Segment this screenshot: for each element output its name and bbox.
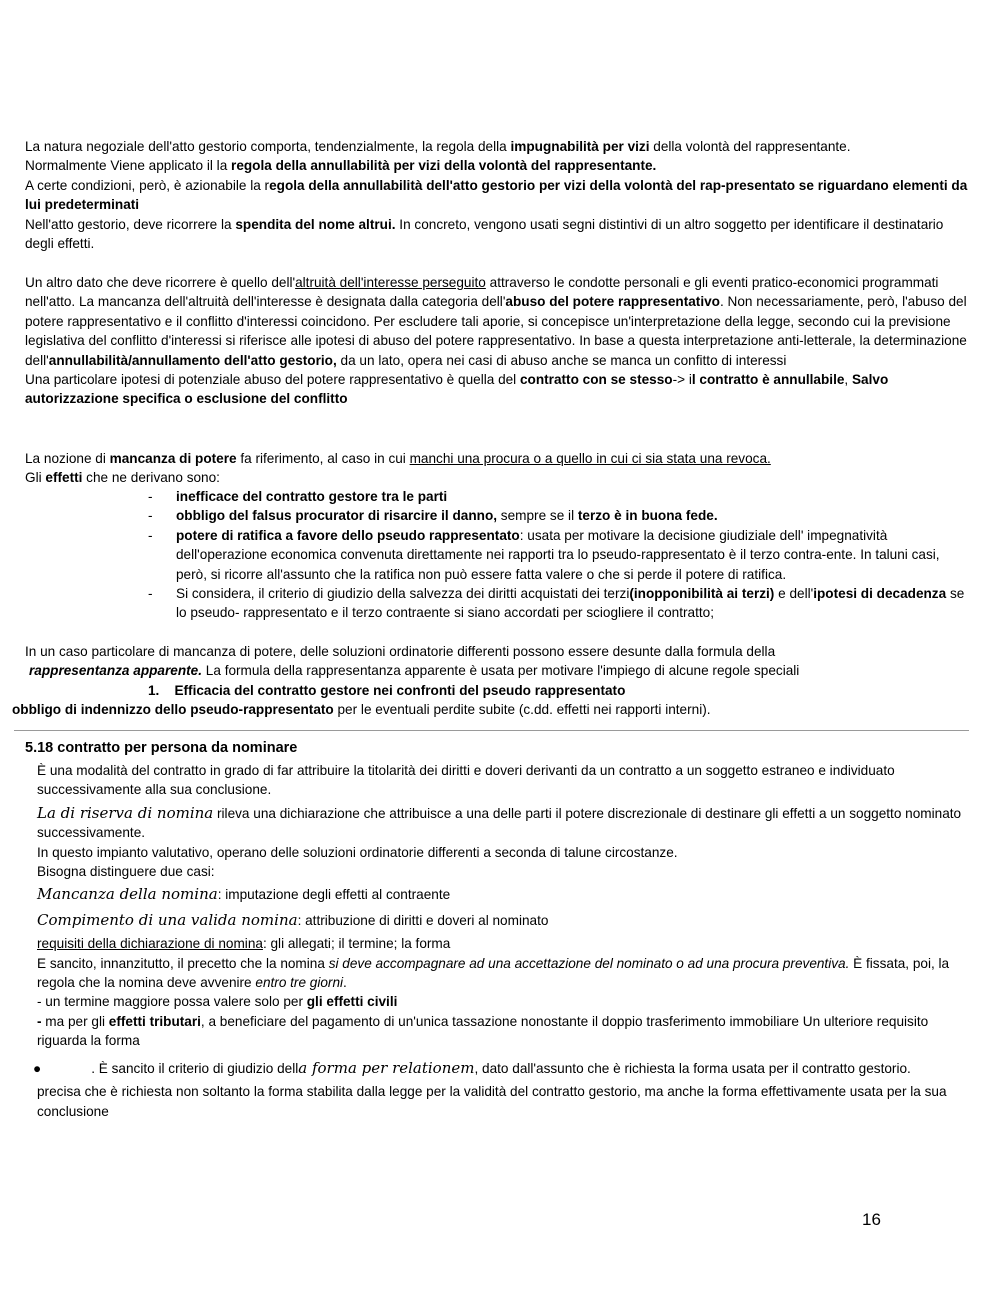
text: : gli allegati; il termine; la forma — [262, 936, 451, 952]
bold-text: abuso del potere rappresentativo — [505, 294, 720, 310]
bold-text: contratto con se stesso — [519, 372, 673, 388]
italic-text: entro tre giorni — [255, 975, 344, 991]
round-bullet: ● — [33, 1060, 42, 1076]
text: A certe condizioni, però, è azionabile la r — [25, 177, 270, 193]
bold-text: l contratto è annullabile — [691, 372, 845, 388]
list-item — [148, 526, 970, 584]
text-line — [25, 468, 975, 487]
bold-text: (inopponibilità ai terzi) — [629, 586, 775, 602]
text: sempre se il — [497, 508, 578, 524]
text-line — [25, 642, 975, 661]
bullet-line — [33, 1059, 970, 1078]
text: rileva una dichiarazione che attribuisce a una delle parti il potere discrezionale di destinare gli effetti a un soggetto nominato successivamente. — [37, 805, 962, 841]
text: Bisogna distinguere due casi: — [37, 864, 215, 880]
text: Una particolare ipotesi di potenziale abuso del potere rappresentativo è quella del — [25, 372, 520, 388]
text-line — [37, 761, 970, 800]
section-heading: 5.18 contratto per persona da nominare — [25, 740, 298, 756]
text: della volontà del rappresentante. — [649, 139, 851, 154]
text: In questo impianto valutativo, operano delle soluzioni ordinatorie differenti a seconda di talune circostanze. — [37, 844, 678, 860]
bold-text: Efficacia del contratto gestore nei confronti del pseudo rappresentato — [174, 682, 626, 698]
text: se lo pseudo- rappresentato e il terzo contraente si siano accordati per sciogliere il contratto; — [176, 586, 965, 621]
underlined-text: altruità dell'interesse perseguito — [295, 275, 486, 290]
handwritten-text: Compimento di una valida nomina — [37, 910, 298, 929]
text: In un caso particolare di mancanza di potere, delle soluzioni ordinatorie differenti possono essere desunte dalla formula della — [25, 644, 776, 659]
text-line — [37, 885, 970, 904]
list-item — [148, 506, 970, 525]
bold-text: effetti — [45, 470, 83, 486]
text-line — [37, 1012, 970, 1051]
bold-text: annullabilità/annullamento dell'atto gestorio, — [48, 352, 337, 368]
text-line — [25, 176, 975, 215]
text: che ne derivano sono: — [82, 470, 220, 486]
bold-text: impugnabilità per vizi — [510, 139, 650, 154]
text: - un termine maggiore possa valere solo per — [37, 994, 307, 1010]
list-number: 1. — [148, 682, 160, 698]
dash-bullet: - — [148, 527, 153, 543]
text: : attribuzione di diritti e doveri al nominato — [297, 912, 549, 928]
text-line — [37, 934, 970, 953]
text-line — [25, 661, 975, 680]
underlined-text: requisiti della dichiarazione di nomina — [37, 936, 263, 952]
text: La natura negoziale dell'atto gestorio comporta, tendenzialmente, la regola della — [25, 139, 511, 154]
bold-text: obbligo di indennizzo dello pseudo-rappresentato — [12, 702, 334, 718]
text: ma per gli — [41, 1013, 109, 1029]
text: Un altro dato che deve ricorrere è quello dell' — [25, 275, 296, 290]
text-line — [37, 911, 970, 930]
bold-text: obbligo del falsus procurator di risarcire il danno, — [176, 508, 498, 524]
list-item — [148, 487, 970, 506]
text: , — [844, 372, 852, 388]
text-line — [25, 370, 975, 409]
text: , dato dall'assunto che è richiesta la forma usata per il contratto gestorio. — [474, 1060, 911, 1076]
bold-text: terzo è in buona fede. — [577, 508, 718, 524]
bold-text: egola della annullabilità dell'atto gestorio per vizi della volontà del rap-presentato se riguardano elementi da lui predeterminati — [25, 177, 968, 213]
text: È fissata, poi, la regola che la nomina deve avvenire — [37, 955, 950, 991]
section-divider — [14, 730, 969, 731]
handwritten-text: Mancanza della nomina — [37, 885, 218, 904]
text-line — [37, 843, 970, 862]
text: : usata per motivare la decisione giudiziale dell' impegnatività dell'operazione economica convenuta direttamente nei rapporti tra lo pseudo-rappresentato è il terzo contra-ente. In taluni casi, però, si ricorre all'assunto che la ratifica non può essere fatta valere o che si perde il potere di ratifica. — [176, 527, 940, 582]
text-line — [25, 449, 975, 468]
text-line — [37, 1082, 970, 1121]
text-line — [25, 156, 975, 175]
text: E sancito, innanzitutto, il precetto che la nomina — [37, 955, 329, 971]
effects-list — [148, 487, 970, 623]
paragraph-rappresentanza-apparente — [12, 642, 975, 720]
text: per le eventuali perdite subite (c.dd. effetti nei rapporti interni). — [333, 702, 711, 718]
bold-text: Salvo autorizzazione specifica o esclusione del conflitto — [25, 372, 889, 407]
text-line — [37, 954, 970, 993]
dash-bullet: - — [148, 508, 153, 524]
text: , a beneficiare del pagamento di un'unica tassazione nonostante il doppio trasferimento immobiliare Un ulteriore requisito riguarda la forma — [37, 1013, 929, 1049]
text: In concreto, vengono usati segni distintivi di un altro soggetto per identificare il destinatario degli effetti. — [25, 216, 944, 252]
text: . È sancito il criterio di giudizio dell — [91, 1060, 299, 1076]
list-item — [148, 584, 970, 623]
text: La formula della rappresentanza apparente è usata per motivare l'impiego di alcune regole speciali — [202, 663, 800, 679]
bold-text: potere di ratifica a favore dello pseudo rappresentato — [176, 527, 520, 543]
bold-text: ipotesi di decadenza — [813, 586, 947, 602]
paragraph-atto-gestorio — [25, 137, 975, 253]
text: Normalmente Viene applicato il la — [25, 158, 232, 174]
italic-text: si deve accompagnare ad una accettazione del nominato o ad una procura preventiva. — [328, 955, 850, 971]
paragraph-mancanza-potere — [25, 449, 975, 488]
bold-text: inefficace del contratto gestore tra le parti — [176, 489, 448, 504]
handwritten-text: a forma per relationem — [298, 1058, 475, 1077]
section-body — [33, 761, 970, 1121]
bold-text: - — [37, 1013, 42, 1029]
bold-text: spendita del nome altrui. — [235, 216, 396, 232]
text: : imputazione degli effetti al contraente — [217, 887, 451, 903]
paragraph-altruita-interesse — [25, 273, 975, 409]
text-line — [37, 992, 970, 1011]
text: È una modalità del contratto in grado di far attribuire la titolarità dei diritti e doveri derivanti da un contratto a un soggetto estraneo e individuato successivamente alla sua conclusione. — [37, 763, 895, 798]
underlined-text: manchi una procura o a quello in cui ci sia stata una revoca. — [409, 451, 771, 466]
text: Gli — [25, 470, 46, 486]
text: . Non necessariamente, però, l'abuso del potere rappresentativo e il conflitto d'interessi coincidono. Per escludere tali aporie, si concepisce un'interpretazione della legge, secondo cui la previsione legislativa del conflitto d'interessi si riferisce alle ipotesi di abuso del potere rappresentativo. In base a questa interpretazione anti-letterale, la determinazione dell' — [25, 294, 967, 368]
text: fa riferimento, al caso in cui — [236, 451, 410, 466]
text: e dell' — [774, 586, 814, 602]
text: Nell'atto gestorio, deve ricorrere la — [25, 216, 236, 232]
text-line — [37, 804, 970, 843]
dash-bullet: - — [148, 489, 153, 504]
handwritten-text: La di riserva di nomina — [37, 803, 214, 822]
dash-bullet: - — [148, 586, 153, 602]
text: attraverso le condotte personali e gli eventi pratico-economici programmati nell'atto. La mancanza dell'altruità dell'interesse è designata dalla categoria dell' — [25, 275, 939, 310]
page-number: 16 — [862, 1210, 881, 1229]
bold-text: mancanza di potere — [109, 451, 237, 466]
text: -> i — [672, 372, 692, 388]
bold-text: regola della annullabilità per vizi della volontà del rappresentante. — [231, 158, 657, 174]
text-line — [12, 700, 975, 719]
text-line — [25, 137, 975, 156]
text: precisa che è richiesta non soltanto la forma stabilita dalla legge per la validità del contratto gestorio, ma anche la forma effettivamente usata per la sua conclusione — [37, 1084, 947, 1119]
text: . — [343, 975, 347, 991]
text: Si considera, il criterio di giudizio della salvezza dei diritti acquistati dei terzi — [176, 586, 630, 602]
bold-italic-text: rappresentanza apparente. — [29, 663, 203, 679]
text-line — [25, 215, 975, 254]
text: La nozione di — [25, 451, 110, 466]
bold-text: gli effetti civili — [306, 994, 398, 1010]
text-line — [37, 862, 970, 881]
bold-text: effetti tributari — [108, 1013, 201, 1029]
numbered-item — [25, 681, 975, 700]
text: da un lato, opera nei casi di abuso anche se manca un confitto di interessi — [336, 352, 787, 368]
text-line — [25, 273, 975, 370]
